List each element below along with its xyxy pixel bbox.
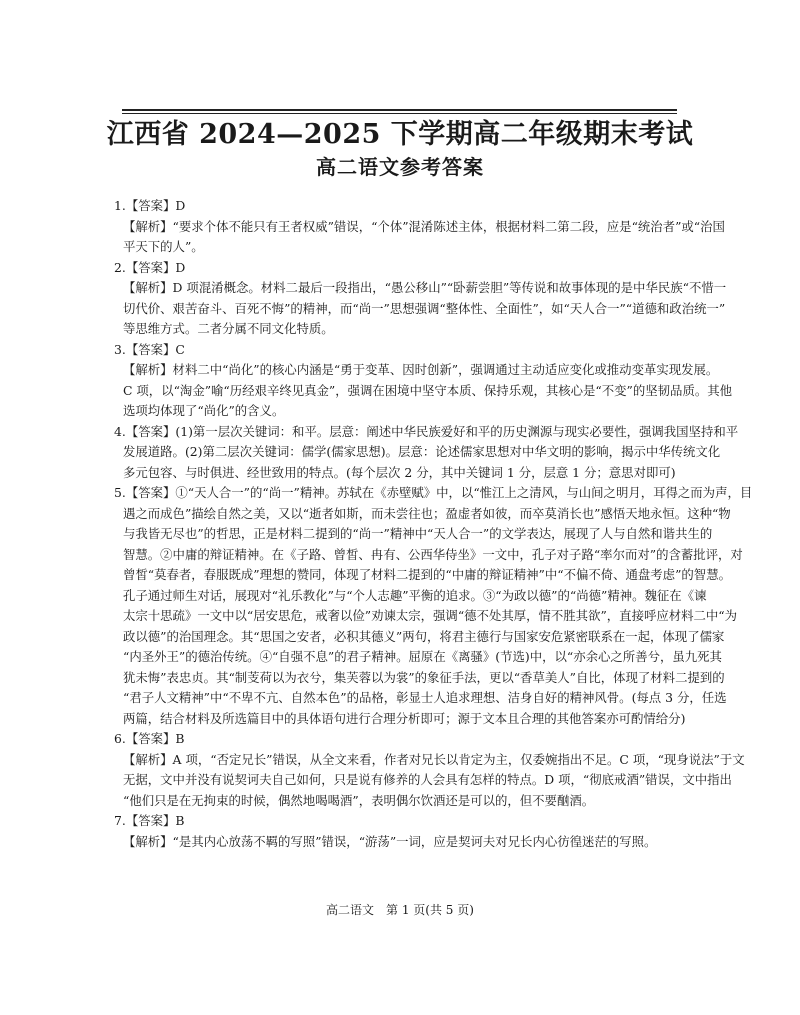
analysis-line: 孔子通过师生对话，展现对“礼乐教化”与“个人志趣”平衡的追求。③“为政以德”的“尚德”精神。魏征在《谏: [123, 587, 707, 603]
analysis-line: 太宗十思疏》一文中以“居安思危，戒奢以俭”劝谏太宗，强调“德不处其厚，情不胜其欲”，直接呼应材料二中“为: [123, 608, 738, 623]
analysis-line: 政以德”的治国理念。其“思国之安者，必积其德义”两句，将君主德行与国家安危紧密联系在一起，体现了儒家: [123, 628, 725, 644]
answer-item: [114, 483, 753, 729]
exam-subtitle: 高二语文参考答案: [316, 155, 484, 179]
analysis-line: “内圣外王”的德治传统。④“自强不息”的君子精神。屈原在《离骚》(节选)中，以“亦余心之所善兮，虽九死其: [123, 649, 722, 664]
answer-line: 6.【答案】B: [114, 731, 185, 746]
analysis-line: 遇之而成色”描绘自然之美，又以“逝者如斯，而未尝往也；盈虚者如彼，而卒莫消长也”感悟天地永恒。这种“物: [123, 505, 731, 521]
answer-line: 1.【答案】D: [114, 198, 186, 213]
analysis-line: 曾皙“莫春者，春服既成”理想的赞同，体现了材料二提到的“中庸的辩证精神”中“不偏不倚、通盘考虑”的智慧。: [123, 567, 731, 582]
analysis-line: 切代价、艰苦奋斗、百死不悔”的精神，而“尚一”思想强调“整体性、全面性”，如“天人合一”“道德和政治统一”: [123, 300, 726, 316]
analysis-line: 【解析】材料二中“尚化”的核心内涵是“勇于变革、因时创新”，强调通过主动适应变化或推动变革实现发展。: [123, 362, 719, 377]
answer-item: [114, 811, 684, 852]
answer-line: 2.【答案】D: [114, 259, 186, 275]
answer-line: 3.【答案】C: [114, 341, 185, 357]
analysis-line: 选项均体现了“尚化”的含义。: [123, 403, 285, 418]
answer-item: [114, 196, 725, 258]
answer-item: [114, 258, 727, 340]
answer-content: [114, 196, 753, 852]
answer-item: [114, 729, 745, 811]
analysis-line: 智慧。②中庸的辩证精神。在《子路、曾皙、冉有、公西华侍坐》一文中，孔子对子路“率尔而对”的含蓄批评，对: [123, 546, 743, 562]
answer-line: 7.【答案】B: [114, 813, 185, 828]
page-footer: 高二语文 第 1 页(共 5 页): [326, 903, 474, 917]
analysis-line: 【解析】“是其内心放荡不羁的写照”错误，“游荡”一词，应是契诃夫对兄长内心彷徨迷茫的写照。: [123, 833, 657, 849]
analysis-line: 【解析】“要求个体不能只有王者权威”错误，“个体”混淆陈述主体，根据材料二第二段，应是“统治者”或“治国: [123, 218, 725, 234]
analysis-line: 犹未悔”表忠贞。其“制芰荷以为衣兮，集芙蓉以为裳”的象征手法，更以“香草美人”自比，体现了材料二提到的: [123, 669, 725, 685]
answer-item: [114, 422, 739, 484]
analysis-line: 与我皆无尽也”的哲思，正是材料二提到的“尚一”精神中“天人合一”的文学表达，展现了人与自然和谐共生的: [123, 526, 713, 541]
exam-title: 江西省 2024—2025 下学期高二年级期末考试: [106, 119, 694, 150]
analysis-line: 等思维方式。二者分属不同文化特质。: [123, 321, 334, 336]
analysis-line: 【解析】A 项，“否定兄长”错误，从全文来看，作者对兄长以肯定为主，仅委婉指出不足。C 项，“现身说法”于文: [123, 751, 745, 767]
analysis-line: 无据，文中并没有说契诃夫自己如何，只是说有修养的人会具有怎样的特点。D 项，“彻底戒酒”错误，文中指出: [123, 772, 732, 787]
analysis-line: 平天下的人”。: [123, 239, 204, 254]
analysis-line: “君子人文精神”中“不卑不亢、自然本色”的品格，彰显士人追求理想、洁身自好的精神风骨。(每点 3 分，任选: [123, 690, 727, 705]
answer-item: [114, 340, 733, 422]
analysis-line: C 项，以“淘金”喻“历经艰辛终见真金”，强调在困境中坚守本质、保持乐观，其核心是“不变”的坚韧品质。其他: [123, 382, 733, 398]
analysis-line: 两篇，结合材料及所选篇目中的具体语句进行合理分析即可；源于文本且合理的其他答案亦可酌情给分): [123, 710, 686, 726]
header-rule-thick: [122, 109, 677, 111]
analysis-line: “他们只是在无拘束的时候，偶然地喝喝酒”，表明偶尔饮酒还是可以的，但不要酗酒。: [123, 792, 595, 808]
answer-line: 5.【答案】①“天人合一”的“尚一”精神。苏轼在《赤壁赋》中，以“惟江上之清风，与山间之明月，耳得之而为声，目: [114, 485, 753, 500]
analysis-line: 【解析】D 项混淆概念。材料二最后一段指出，“愚公移山”“卧薪尝胆”等传说和故事体现的是中华民族“不惜一: [123, 280, 727, 295]
answer-line: 4.【答案】(1)第一层次关键词：和平。层意：阐述中华民族爱好和平的历史渊源与现实必要性，强调我国坚持和平: [114, 423, 739, 439]
analysis-line: 发展道路。(2)第二层次关键词：儒学(儒家思想)。层意：论述儒家思想对中华文明的影响，揭示中华传统文化: [123, 444, 721, 459]
analysis-line: 多元包容、与时俱进、经世致用的特点。(每个层次 2 分，其中关键词 1 分，层意 1 分；意思对即可): [123, 464, 676, 480]
header-rule-thin: [122, 113, 677, 114]
